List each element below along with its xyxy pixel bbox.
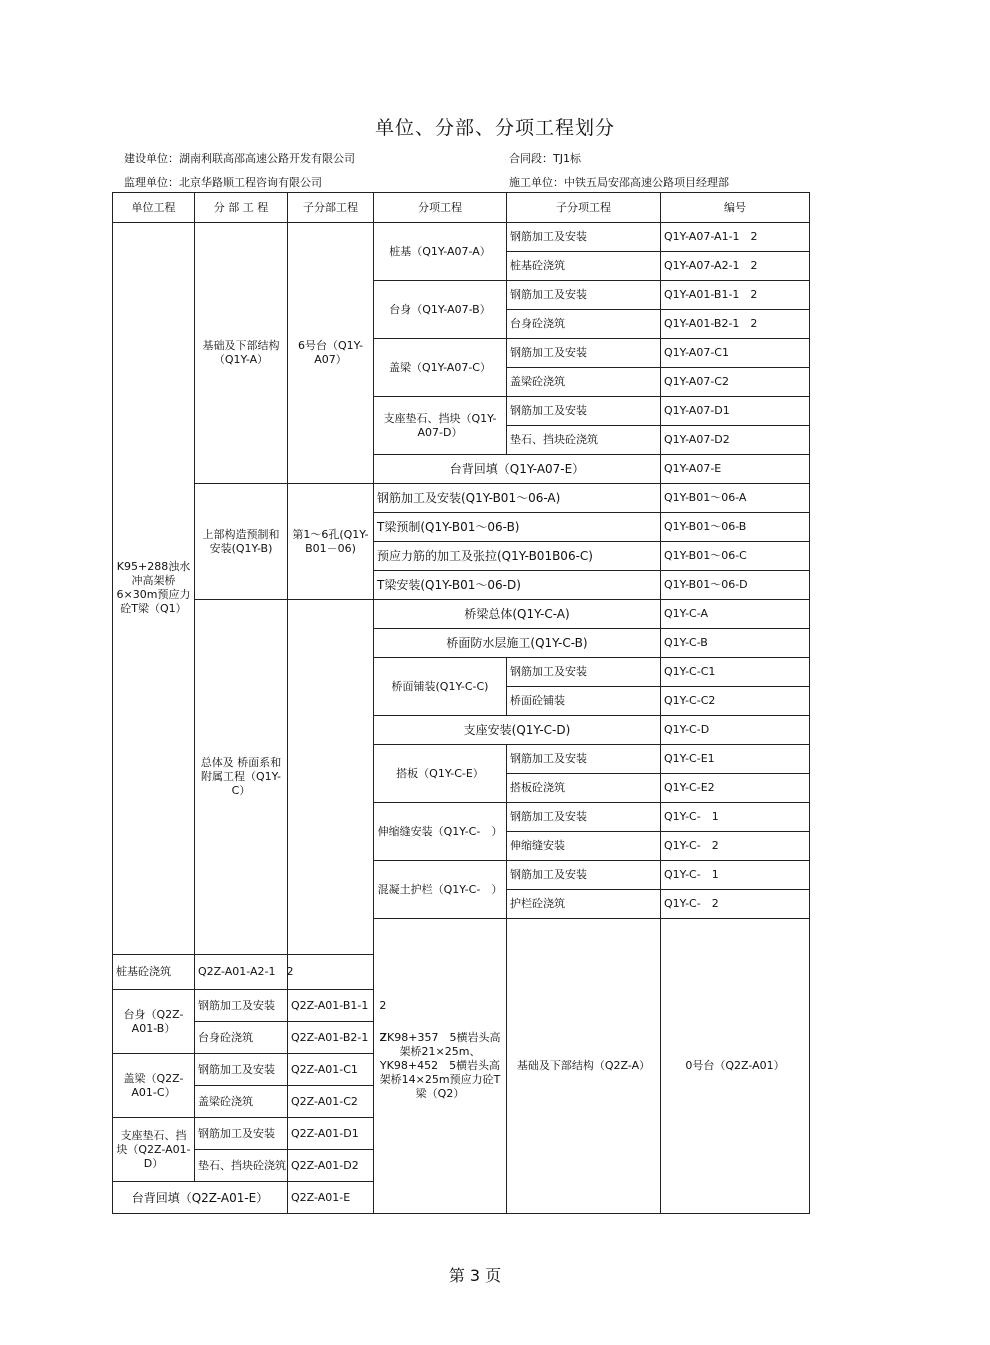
subpart-name: 第1～6孔(Q1Y-B01－06) — [288, 484, 374, 600]
item-name: 盖梁（Q1Y-A07-C） — [374, 339, 507, 397]
contractor-label: 施工单位：中铁五局安邵高速公路项目经理部 — [509, 176, 729, 189]
part-name: 上部构造预制和安装(Q1Y-B) — [195, 484, 288, 600]
item-code: Q1Y-C-E1 — [661, 745, 810, 774]
item-code: Q1Y-C-B — [661, 629, 810, 658]
item-name: 钢筋加工及安装(Q1Y-B01～06-A) — [374, 484, 661, 513]
item-code: Q1Y-C-D — [661, 716, 810, 745]
item-name: 桥面铺装(Q1Y-C-C) — [374, 658, 507, 716]
page-number: 第 3 页 — [448, 1266, 502, 1285]
item-code: Q2Z-A01-C1 — [288, 1054, 374, 1086]
item-code: Q1Y-A07-A2-1 2 — [661, 252, 810, 281]
subitem-name: 伸缩缝安装 — [507, 832, 661, 861]
item-code: Q1Y-A07-A1-1 2 — [661, 223, 810, 252]
item-code: Q1Y-A07-D2 — [661, 426, 810, 455]
item-name: T梁预制(Q1Y-B01～06-B) — [374, 513, 661, 542]
item-code: Q2Z-A01-B1-1 2 — [288, 990, 374, 1022]
part-name: 基础及下部结构（Q1Y-A） — [195, 223, 288, 484]
item-code: Q1Y-A07-E — [661, 455, 810, 484]
item-code: Q1Y-B01～06-C — [661, 542, 810, 571]
subitem-name: 台身砼浇筑 — [195, 1022, 288, 1054]
header-subpart: 子分部工程 — [288, 193, 374, 223]
unit-name: ZK98+357 5横岩头高架桥21×25m、YK98+452 5横岩头高架桥14×25m预应力砼T梁（Q2） — [374, 919, 507, 1214]
subitem-name: 护栏砼浇筑 — [507, 890, 661, 919]
subpart-name: 0号台（Q2Z-A01） — [661, 919, 810, 1214]
subitem-name: 钢筋加工及安装 — [507, 745, 661, 774]
table-row — [113, 484, 810, 513]
item-code: Q1Y-B01～06-B — [661, 513, 810, 542]
item-code: Q2Z-A01-E — [288, 1182, 374, 1214]
item-name: T梁安装(Q1Y-B01～06-D) — [374, 571, 661, 600]
subitem-name: 钢筋加工及安装 — [507, 803, 661, 832]
supervisor-label: 监理单位：北京华路顺工程咨询有限公司 — [124, 176, 322, 189]
item-name: 支座垫石、挡块（Q2Z-A01-D） — [113, 1118, 195, 1182]
header-subitem: 子分项工程 — [507, 193, 661, 223]
item-code: Q1Y-C- 1 — [661, 861, 810, 890]
table-row — [113, 600, 810, 629]
item-name: 桥面防水层施工(Q1Y-C-B) — [374, 629, 661, 658]
page-title: 单位、分部、分项工程划分 — [374, 117, 615, 139]
subitem-name: 台身砼浇筑 — [507, 310, 661, 339]
item-code: Q2Z-A01-C2 — [288, 1086, 374, 1118]
item-name: 盖梁（Q2Z-A01-C） — [113, 1054, 195, 1118]
item-name: 台背回填（Q2Z-A01-E） — [113, 1182, 288, 1214]
item-code: Q1Y-A07-C1 — [661, 339, 810, 368]
item-code: Q2Z-A01-A2-1 2 — [195, 954, 288, 990]
unit-name: K95+288浊水冲高架桥6×30m预应力砼T梁（Q1） — [113, 223, 195, 955]
owner-label: 建设单位：湖南利联高邵高速公路开发有限公司 — [124, 152, 355, 165]
item-code: Q2Z-A01-B2-1 2 — [288, 1022, 374, 1054]
item-code: Q1Y-B01～06-A — [661, 484, 810, 513]
part-name: 总体及 桥面系和附属工程（Q1Y-C） — [195, 600, 288, 955]
item-name: 支座垫石、挡块（Q1Y-A07-D） — [374, 397, 507, 455]
subitem-name: 钢筋加工及安装 — [507, 223, 661, 252]
item-code: Q1Y-C- 2 — [661, 832, 810, 861]
part-name: 基础及下部结构（Q2Z-A） — [507, 919, 661, 1214]
subitem-name: 桥面砼铺装 — [507, 687, 661, 716]
item-code: Q1Y-C-C2 — [661, 687, 810, 716]
subitem-name: 钢筋加工及安装 — [195, 1118, 288, 1150]
item-code: Q1Y-C-C1 — [661, 658, 810, 687]
item-name: 桥梁总体(Q1Y-C-A) — [374, 600, 661, 629]
item-code: Q1Y-A01-B1-1 2 — [661, 281, 810, 310]
item-name: 混凝土护栏（Q1Y-C- ） — [374, 861, 507, 919]
subitem-name: 搭板砼浇筑 — [507, 774, 661, 803]
table-header-row — [113, 193, 810, 223]
subitem-name: 钢筋加工及安装 — [507, 339, 661, 368]
item-code: Q1Y-A01-B2-1 2 — [661, 310, 810, 339]
subitem-name: 钢筋加工及安装 — [507, 658, 661, 687]
item-code: Q1Y-C- 2 — [661, 890, 810, 919]
item-code: Q1Y-C- 1 — [661, 803, 810, 832]
item-code: Q2Z-A01-D2 — [288, 1150, 374, 1182]
subitem-name: 钢筋加工及安装 — [195, 990, 288, 1022]
item-name: 台身（Q1Y-A07-B） — [374, 281, 507, 339]
item-code: Q1Y-C-E2 — [661, 774, 810, 803]
subitem-name: 桩基砼浇筑 — [507, 252, 661, 281]
subitem-name: 钢筋加工及安装 — [507, 281, 661, 310]
item-code: Q1Y-B01～06-D — [661, 571, 810, 600]
item-name: 桩基（Q1Y-A07-A） — [374, 223, 507, 281]
item-code: Q1Y-A07-C2 — [661, 368, 810, 397]
item-name: 台身（Q2Z-A01-B） — [113, 990, 195, 1054]
header-unit: 单位工程 — [113, 193, 195, 223]
contract-label: 合同段：TJ1标 — [509, 152, 581, 165]
item-name: 台背回填（Q1Y-A07-E） — [374, 455, 661, 484]
subitem-name: 盖梁砼浇筑 — [195, 1086, 288, 1118]
division-table — [112, 192, 810, 1214]
item-name: 支座安装(Q1Y-C-D) — [374, 716, 661, 745]
subitem-name: 盖梁砼浇筑 — [507, 368, 661, 397]
subitem-name: 钢筋加工及安装 — [195, 1054, 288, 1086]
item-name: 伸缩缝安装（Q1Y-C- ） — [374, 803, 507, 861]
header-item: 分项工程 — [374, 193, 507, 223]
subitem-name: 垫石、挡块砼浇筑 — [507, 426, 661, 455]
item-code: Q1Y-A07-D1 — [661, 397, 810, 426]
item-code: Q1Y-C-A — [661, 600, 810, 629]
header-code: 编号 — [661, 193, 810, 223]
subitem-name: 垫石、挡块砼浇筑 — [195, 1150, 288, 1182]
item-name: 搭板（Q1Y-C-E） — [374, 745, 507, 803]
header-part: 分 部 工 程 — [195, 193, 288, 223]
subpart-name: 6号台（Q1Y-A07） — [288, 223, 374, 484]
subitem-name: 桩基砼浇筑 — [113, 954, 195, 990]
subpart-name — [288, 600, 374, 955]
subitem-name: 钢筋加工及安装 — [507, 861, 661, 890]
subitem-name: 钢筋加工及安装 — [507, 397, 661, 426]
item-code: Q2Z-A01-D1 — [288, 1118, 374, 1150]
table-row — [113, 223, 810, 252]
item-name: 预应力筋的加工及张拉(Q1Y-B01B06-C) — [374, 542, 661, 571]
